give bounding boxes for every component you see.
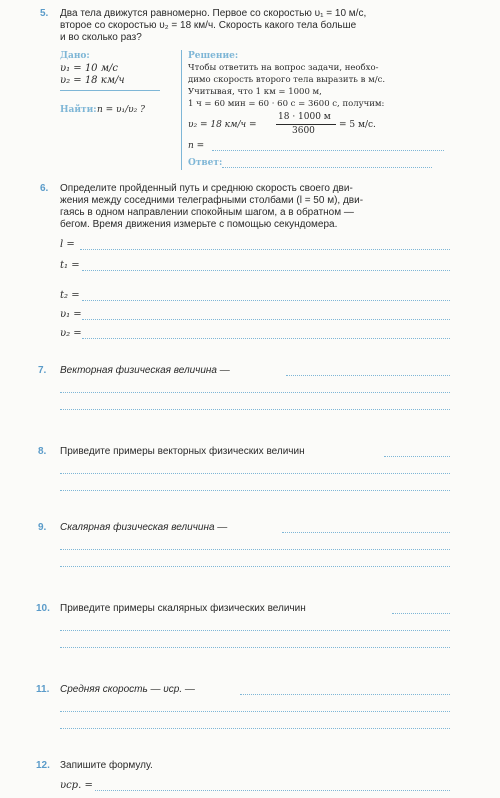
- task6-answer-l[interactable]: [80, 249, 450, 250]
- task9-answer-line2[interactable]: [60, 549, 450, 550]
- find-title: Найти:: [60, 105, 97, 115]
- task12-formula-line[interactable]: [95, 790, 450, 791]
- task6-label-v2: υ₂ =: [60, 328, 82, 339]
- task8-number: 8.: [38, 446, 47, 457]
- task6-text-line2: жения между соседними телеграфными столбами (l = 50 м), дви-: [60, 195, 364, 206]
- solution-line3: Учитывая, что 1 км = 1000 м,: [188, 87, 322, 97]
- task11-number: 11.: [36, 684, 50, 695]
- task10-answer-line3[interactable]: [60, 647, 450, 648]
- task9-text: Скалярная физическая величина —: [60, 522, 228, 533]
- task10-answer-line2[interactable]: [60, 630, 450, 631]
- task10-text: Приведите примеры скалярных физических величин: [60, 603, 306, 614]
- given-v1: υ₁ = 10 м/с: [60, 63, 118, 74]
- task5-text-line2: второе со скоростью υ₂ = 18 км/ч. Скорость какого тела больше: [60, 20, 357, 31]
- task9-answer-line1[interactable]: [282, 532, 450, 533]
- solution-n: n =: [188, 141, 205, 151]
- task11-answer-line3[interactable]: [60, 728, 450, 729]
- fraction-denominator: 3600: [292, 126, 315, 136]
- task11-answer-line1[interactable]: [240, 694, 450, 695]
- task12-text: Запишите формулу.: [60, 760, 153, 771]
- task5-number: 5.: [40, 8, 49, 19]
- solution-line4: 1 ч = 60 мин = 60 · 60 с = 3600 с, получим:: [188, 99, 385, 109]
- solution-n-line[interactable]: [212, 150, 444, 151]
- task6-label-t2: t₂ =: [60, 290, 80, 301]
- task7-text: Векторная физическая величина —: [60, 365, 230, 376]
- task6-answer-v1[interactable]: [82, 319, 450, 320]
- answer-label: Ответ:: [188, 158, 223, 168]
- task6-answer-t1[interactable]: [82, 270, 450, 271]
- task12-number: 12.: [36, 760, 50, 771]
- task8-answer-line1[interactable]: [384, 456, 450, 457]
- task6-label-l: l =: [60, 239, 75, 250]
- task6-answer-v2[interactable]: [82, 338, 450, 339]
- solution-v2-left: υ₂ = 18 км/ч =: [188, 120, 257, 130]
- task8-text: Приведите примеры векторных физических величин: [60, 446, 305, 457]
- given-title: Дано:: [60, 51, 90, 61]
- task6-label-v1: υ₁ =: [60, 309, 82, 320]
- task7-number: 7.: [38, 365, 47, 376]
- task12-formula-label: υср. =: [60, 780, 93, 791]
- task11-answer-line2[interactable]: [60, 711, 450, 712]
- task8-answer-line3[interactable]: [60, 490, 450, 491]
- task5-text-line3: и во сколько раз?: [60, 32, 142, 43]
- task7-answer-line3[interactable]: [60, 409, 450, 410]
- given-divider: [60, 90, 160, 91]
- fraction-numerator: 18 · 1000 м: [278, 112, 331, 122]
- task6-text-line1: Определите пройденный путь и среднюю скорость своего дви-: [60, 183, 353, 194]
- task8-answer-line2[interactable]: [60, 473, 450, 474]
- task6-number: 6.: [40, 183, 49, 194]
- solution-line2: димо скорость второго тела выразить в м/с.: [188, 75, 386, 85]
- task9-answer-line3[interactable]: [60, 566, 450, 567]
- task10-number: 10.: [36, 603, 50, 614]
- task6-text-line4: бегом. Время движения измерьте с помощью секундомера.: [60, 219, 338, 230]
- solution-title: Решение:: [188, 51, 239, 61]
- fraction-bar: [276, 124, 336, 125]
- task9-number: 9.: [38, 522, 47, 533]
- find-expression: n = υ₁/υ₂ ?: [97, 105, 145, 115]
- given-v2: υ₂ = 18 км/ч: [60, 75, 125, 86]
- task5-text-line1: Два тела движутся равномерно. Первое со скоростью υ₁ = 10 м/с,: [60, 8, 367, 19]
- task6-answer-t2[interactable]: [82, 300, 450, 301]
- task6-label-t1: t₁ =: [60, 260, 80, 271]
- given-solution-divider: [181, 50, 182, 170]
- task11-text: Средняя скорость — υср. —: [60, 684, 195, 695]
- answer-line[interactable]: [222, 167, 432, 168]
- task6-text-line3: гаясь в одном направлении спокойным шагом, а в обратном —: [60, 207, 354, 218]
- task7-answer-line1[interactable]: [286, 375, 450, 376]
- solution-v2-right: = 5 м/с.: [339, 120, 376, 130]
- solution-line1: Чтобы ответить на вопрос задачи, необхо-: [188, 63, 379, 73]
- task7-answer-line2[interactable]: [60, 392, 450, 393]
- task10-answer-line1[interactable]: [392, 613, 450, 614]
